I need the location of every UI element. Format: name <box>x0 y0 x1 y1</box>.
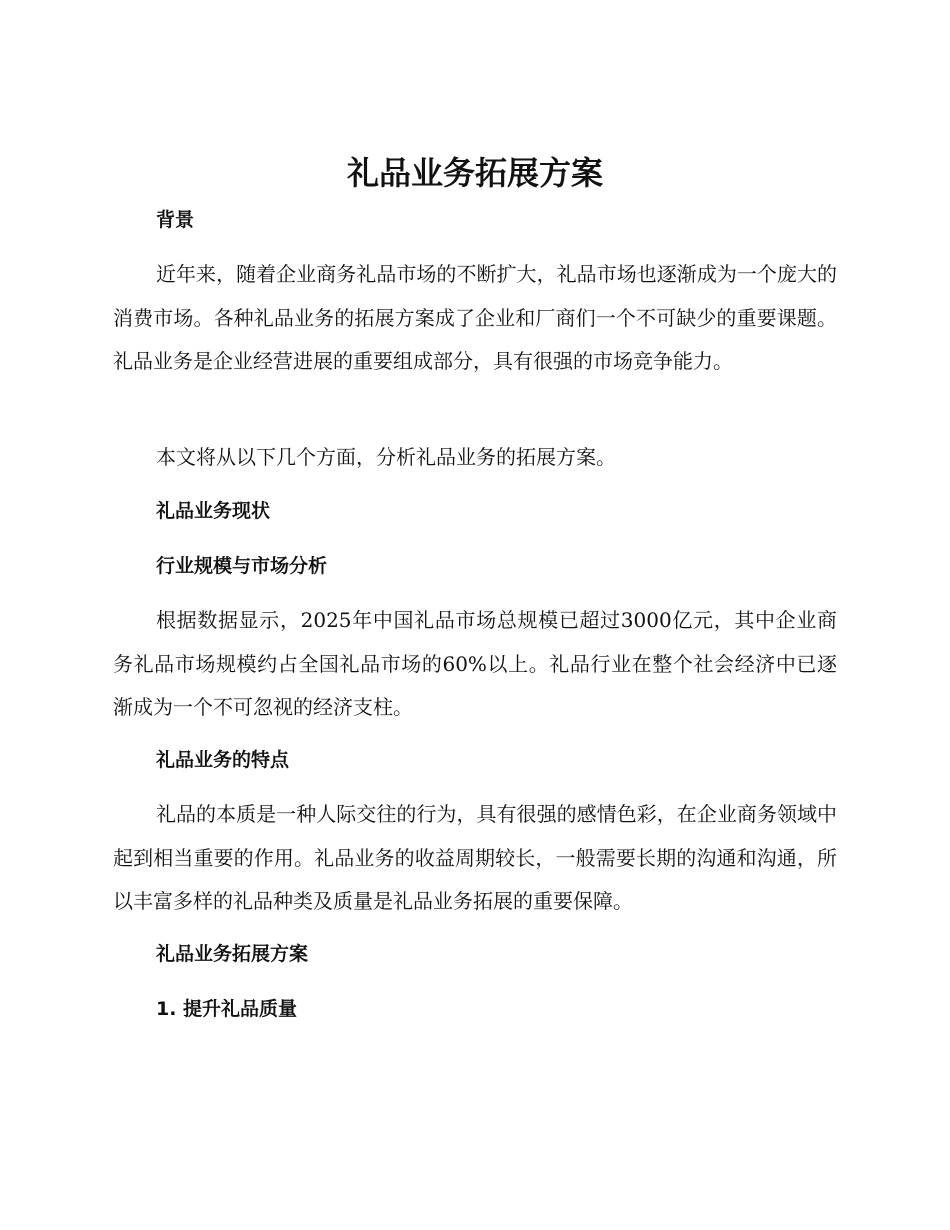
paragraph-features-1: 礼品的本质是一种人际交往的行为，具有很强的感情色彩，在企业商务领域中起到相当重要的作用。礼品业务的收益周期较长，一般需要长期的沟通和沟通，所以丰富多样的礼品种类及质量是礼品业务拓展的重要保障。 <box>113 802 837 913</box>
paragraph-scale-1: 根据数据显示，2025年中国礼品市场总规模已超过3000亿元，其中企业商务礼品市场规模约占全国礼品市场的60%以上。礼品行业在整个社会经济中已逐渐成为一个不可忽视的经济支柱。 <box>113 608 837 719</box>
paragraph-background-2: 本文将从以下几个方面，分析礼品业务的拓展方案。 <box>156 445 616 469</box>
document-title: 礼品业务拓展方案 <box>346 154 603 192</box>
paragraph-background-1: 近年来，随着企业商务礼品市场的不断扩大，礼品市场也逐渐成为一个庞大的消费市场。各种礼品业务的拓展方案成了企业和厂商们一个不可缺少的重要课题。礼品业务是企业经营进展的重要组成部分，具有很强的市场竞争能力。 <box>113 262 837 373</box>
section-heading-status: 礼品业务现状 <box>156 500 271 522</box>
section-heading-plan-item-1: 1. 提升礼品质量 <box>156 998 298 1020</box>
section-heading-features: 礼品业务的特点 <box>156 749 290 771</box>
section-heading-plan: 礼品业务拓展方案 <box>156 943 309 965</box>
section-heading-scale: 行业规模与市场分析 <box>156 555 328 577</box>
section-heading-background: 背景 <box>156 209 195 231</box>
